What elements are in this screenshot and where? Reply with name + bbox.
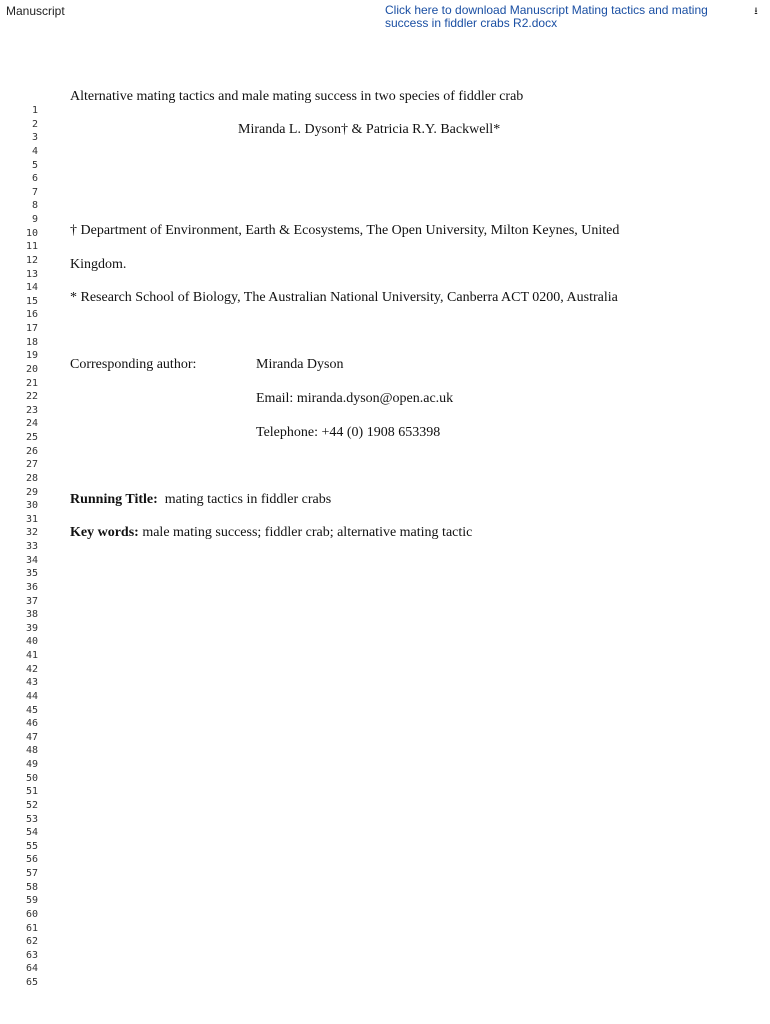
line-number: 23 bbox=[25, 404, 38, 416]
line-number: 16 bbox=[25, 309, 38, 321]
line-number: 24 bbox=[25, 418, 38, 430]
line-number: 19 bbox=[25, 350, 38, 362]
line-number: 62 bbox=[25, 936, 38, 948]
line-number: 47 bbox=[25, 731, 38, 743]
paper-title: Alternative mating tactics and male mating success in two species of fiddler crab bbox=[70, 89, 524, 104]
line-number: 36 bbox=[25, 581, 38, 593]
line-number: 21 bbox=[25, 377, 38, 389]
line-number: 12 bbox=[25, 254, 38, 266]
affiliation-2: * Research School of Biology, The Australian National University, Canberra ACT 0200, Australia bbox=[70, 290, 618, 305]
line-number: 6 bbox=[31, 173, 38, 185]
line-number: 1 bbox=[31, 105, 38, 116]
line-number: 39 bbox=[25, 622, 38, 634]
line-number: 5 bbox=[31, 159, 38, 171]
line-number: 63 bbox=[25, 949, 38, 961]
line-number: 27 bbox=[25, 459, 38, 471]
key-words-value: male mating success; fiddler crab; alternative mating tactic bbox=[142, 525, 473, 540]
line-number: 44 bbox=[25, 690, 38, 702]
line-number: 8 bbox=[31, 200, 38, 212]
line-number: 20 bbox=[25, 363, 38, 375]
line-number: 18 bbox=[25, 336, 38, 348]
line-number: 14 bbox=[25, 282, 38, 294]
line-number: 60 bbox=[25, 908, 38, 920]
line-number: 9 bbox=[31, 214, 38, 225]
line-number: 55 bbox=[25, 840, 38, 852]
running-title-label: Running Title: bbox=[70, 492, 158, 507]
line-number: 46 bbox=[25, 718, 38, 730]
corresponding-author-email: Email: miranda.dyson@open.ac.uk bbox=[256, 391, 454, 406]
line-number: 22 bbox=[25, 391, 38, 403]
line-number: 30 bbox=[25, 500, 38, 512]
line-number: 29 bbox=[25, 486, 38, 498]
line-numbers bbox=[0, 104, 38, 990]
line-number: 42 bbox=[25, 663, 38, 675]
line-number: 65 bbox=[25, 977, 38, 988]
line-number: 52 bbox=[25, 799, 38, 811]
line-number: 2 bbox=[31, 118, 38, 130]
line-number: 10 bbox=[25, 227, 38, 239]
manuscript-label: Manuscript bbox=[6, 4, 65, 18]
line-number: 38 bbox=[25, 609, 38, 621]
line-number: 7 bbox=[31, 186, 38, 198]
running-title-value: mating tactics in fiddler crabs bbox=[164, 492, 332, 507]
line-number: 35 bbox=[25, 568, 38, 580]
line-number: 56 bbox=[25, 854, 38, 866]
corresponding-author-name: Miranda Dyson bbox=[256, 357, 344, 372]
line-number: 51 bbox=[25, 786, 38, 798]
line-number: 34 bbox=[25, 554, 38, 566]
line-number: 32 bbox=[25, 527, 38, 539]
line-number: 48 bbox=[25, 745, 38, 757]
key-words bbox=[70, 525, 472, 541]
line-number: 54 bbox=[25, 827, 38, 839]
line-number: 33 bbox=[25, 541, 38, 552]
line-number: 17 bbox=[25, 323, 38, 334]
corresponding-author-phone: Telephone: +44 (0) 1908 653398 bbox=[256, 425, 441, 440]
line-number: 58 bbox=[25, 881, 38, 893]
line-number: 11 bbox=[25, 241, 38, 253]
author-list: Miranda L. Dyson† & Patricia R.Y. Backwell* bbox=[238, 122, 501, 137]
line-number: 50 bbox=[25, 772, 38, 784]
line-number: 64 bbox=[25, 963, 38, 975]
running-title bbox=[70, 492, 331, 508]
line-number: 40 bbox=[25, 636, 38, 648]
affiliation-1: † Department of Environment, Earth & Ecosystems, The Open University, Milton Keynes, United bbox=[70, 223, 620, 238]
corresponding-author-label: Corresponding author: bbox=[70, 357, 197, 372]
line-number: 53 bbox=[25, 813, 38, 825]
download-manuscript-link[interactable]: Click here to download Manuscript Mating tactics and mating success in fiddler crabs R2.docx bbox=[385, 3, 708, 30]
download-icon[interactable]: ⭳ bbox=[754, 6, 758, 17]
line-number: 31 bbox=[25, 513, 38, 525]
line-number: 15 bbox=[25, 295, 38, 307]
line-number: 49 bbox=[25, 759, 38, 770]
line-number: 37 bbox=[25, 595, 38, 607]
line-number: 41 bbox=[25, 650, 38, 661]
line-number: 43 bbox=[25, 677, 38, 689]
line-number: 57 bbox=[25, 868, 38, 879]
line-number: 4 bbox=[31, 145, 38, 157]
line-number: 13 bbox=[25, 268, 38, 280]
line-number: 26 bbox=[25, 445, 38, 457]
line-number: 59 bbox=[25, 895, 38, 907]
line-number: 61 bbox=[25, 922, 38, 934]
line-number: 25 bbox=[25, 432, 38, 443]
affiliation-1-continued: Kingdom. bbox=[70, 257, 127, 272]
line-number: 3 bbox=[31, 132, 38, 144]
line-number: 45 bbox=[25, 704, 38, 716]
key-words-label: Key words: bbox=[70, 525, 139, 540]
line-number: 28 bbox=[25, 472, 38, 484]
